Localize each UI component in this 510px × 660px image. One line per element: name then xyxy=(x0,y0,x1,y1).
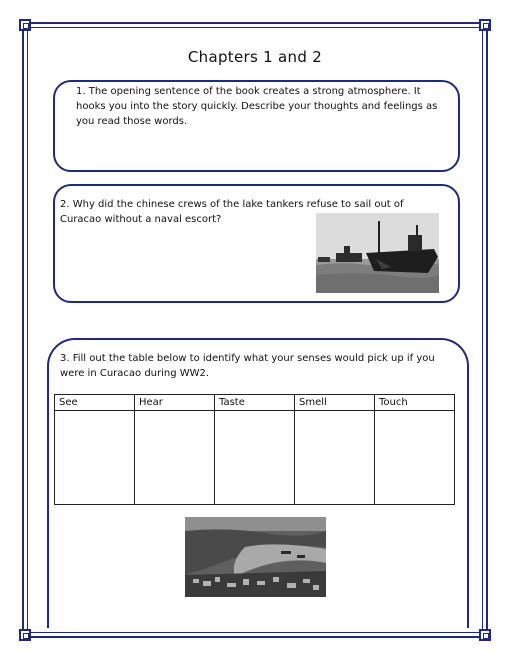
page-title: Chapters 1 and 2 xyxy=(187,48,323,66)
corner-ornament xyxy=(479,629,491,641)
table-header-row xyxy=(55,395,455,411)
senses-table xyxy=(54,394,455,505)
cell-smell[interactable] xyxy=(295,411,375,505)
harbor-aerial-photo xyxy=(185,517,326,597)
header-taste: Taste xyxy=(215,395,295,411)
cell-touch[interactable] xyxy=(375,411,455,505)
header-hear: Hear xyxy=(135,395,215,411)
question-1-text: 1. The opening sentence of the book creates a strong atmosphere. It hooks you into the story quickly. Describe your thoughts and feelings as you read those words. xyxy=(76,86,438,127)
header-smell: Smell xyxy=(295,395,375,411)
ship-illustration xyxy=(316,213,439,293)
question-2-text: 2. Why did the chinese crews of the lake tankers refuse to sail out of Curacao without a naval escort? xyxy=(60,199,404,225)
corner-ornament xyxy=(479,19,491,31)
corner-ornament xyxy=(19,19,31,31)
header-touch: Touch xyxy=(375,395,455,411)
harbor-illustration xyxy=(185,517,326,597)
question-3-text: 3. Fill out the table below to identify what your senses would pick up if you were in Curacao during WW2. xyxy=(60,353,435,379)
ship-photo xyxy=(316,213,439,293)
cell-taste[interactable] xyxy=(215,411,295,505)
cell-hear[interactable] xyxy=(135,411,215,505)
table-row[interactable] xyxy=(55,411,455,505)
cell-see[interactable] xyxy=(55,411,135,505)
header-see: See xyxy=(55,395,135,411)
corner-ornament xyxy=(19,629,31,641)
